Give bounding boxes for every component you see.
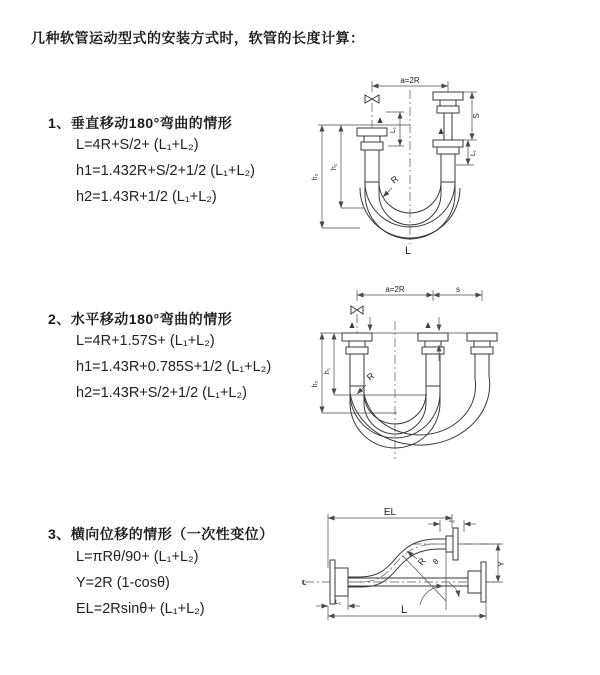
dim-label-l1-top: L₁: [449, 517, 455, 524]
dim-label-r: R: [364, 370, 377, 383]
dim-label-s: S: [472, 113, 481, 119]
middle-flange: [418, 333, 448, 354]
section-1-formula-h2: h2=1.43R+1/2 (L₁+L₂): [76, 189, 217, 205]
dim-label-y: Y: [497, 561, 506, 567]
theta-arc: [420, 586, 443, 605]
dim-label-h2: h₂: [312, 380, 319, 388]
section-1-formula-L: L=4R+S/2+ (L₁+L₂): [76, 137, 199, 153]
dim-label-a2r: a=2R: [400, 76, 420, 85]
section-2-formula-L: L=4R+1.57S+ (L₁+L₂): [76, 333, 215, 349]
dim-label-l: L: [404, 245, 412, 257]
left-braid-hose: [350, 354, 364, 386]
left-braid-hose: [365, 150, 379, 182]
dim-label-theta: θ: [431, 556, 441, 567]
section-3-formula-L: L=πRθ/90+ (L₁+L₂): [76, 549, 199, 565]
left-flange: [361, 142, 383, 150]
dim-label-l1-right: L₁: [470, 149, 477, 157]
section-3-formula-EL: EL=2Rsinθ+ (L₁+L₂): [76, 601, 205, 617]
s-curve-hose: [348, 539, 446, 577]
valve-icon: [365, 95, 379, 103]
dim-label-s: s: [456, 285, 460, 294]
right-lower-flange: [437, 147, 459, 154]
motion-arrow-icon: [439, 128, 444, 134]
left-flange: [342, 333, 372, 354]
displaced-flange: [467, 333, 497, 354]
right-upper-flange: [437, 106, 459, 113]
section-2-formula-h1: h1=1.43R+0.785S+1/2 (L₁+L₂): [76, 359, 272, 375]
section-3-formula-Y: Y=2R (1-cosθ): [76, 575, 170, 591]
dim-label-el: EL: [383, 507, 397, 518]
dim-label-h2: h₂: [312, 173, 319, 181]
motion-arrow-icon: [350, 322, 355, 328]
section-2-heading: 2、水平移动180°弯曲的情形: [48, 311, 233, 327]
section-1-heading: 1、垂直移动180°弯曲的情形: [48, 115, 233, 131]
dim-label-l1-left: L₁: [335, 599, 341, 606]
motion-arrow-icon: [378, 117, 383, 123]
lower-right-flange: [468, 562, 486, 602]
dim-label-r: R: [388, 173, 401, 186]
dim-label-r: R: [415, 555, 428, 568]
section-2-formula-h2: h2=1.43R+S/2+1/2 (L₁+L₂): [76, 385, 247, 401]
left-flange: [330, 560, 348, 604]
dim-label-l1-fitting: L₁: [390, 126, 397, 134]
upper-right-flange: [446, 528, 458, 560]
middle-braid-hose: [426, 354, 440, 386]
dim-label-l: L: [400, 604, 408, 616]
dim-label-a2r: a=2R: [385, 285, 405, 294]
diagram-horizontal-180-bend: [312, 281, 594, 479]
valve-icon: [351, 306, 363, 314]
diagram-vertical-180-bend: [306, 70, 592, 270]
dim-label-h1: h₁: [324, 367, 331, 375]
dim-label-h1: h₁: [331, 163, 338, 171]
centerline-symbol: ℄: [302, 580, 307, 587]
motion-arrow-icon: [426, 322, 431, 328]
section-3-heading: 3、横向位移的情形（一次性变位）: [48, 526, 274, 542]
section-1-formula-h1: h1=1.432R+S/2+1/2 (L₁+L₂): [76, 163, 256, 179]
right-braid-hose: [441, 154, 455, 182]
page-title: 几种软管运动型式的安装方式时，软管的长度计算：: [31, 30, 365, 46]
diagram-lateral-displacement: [300, 498, 600, 660]
